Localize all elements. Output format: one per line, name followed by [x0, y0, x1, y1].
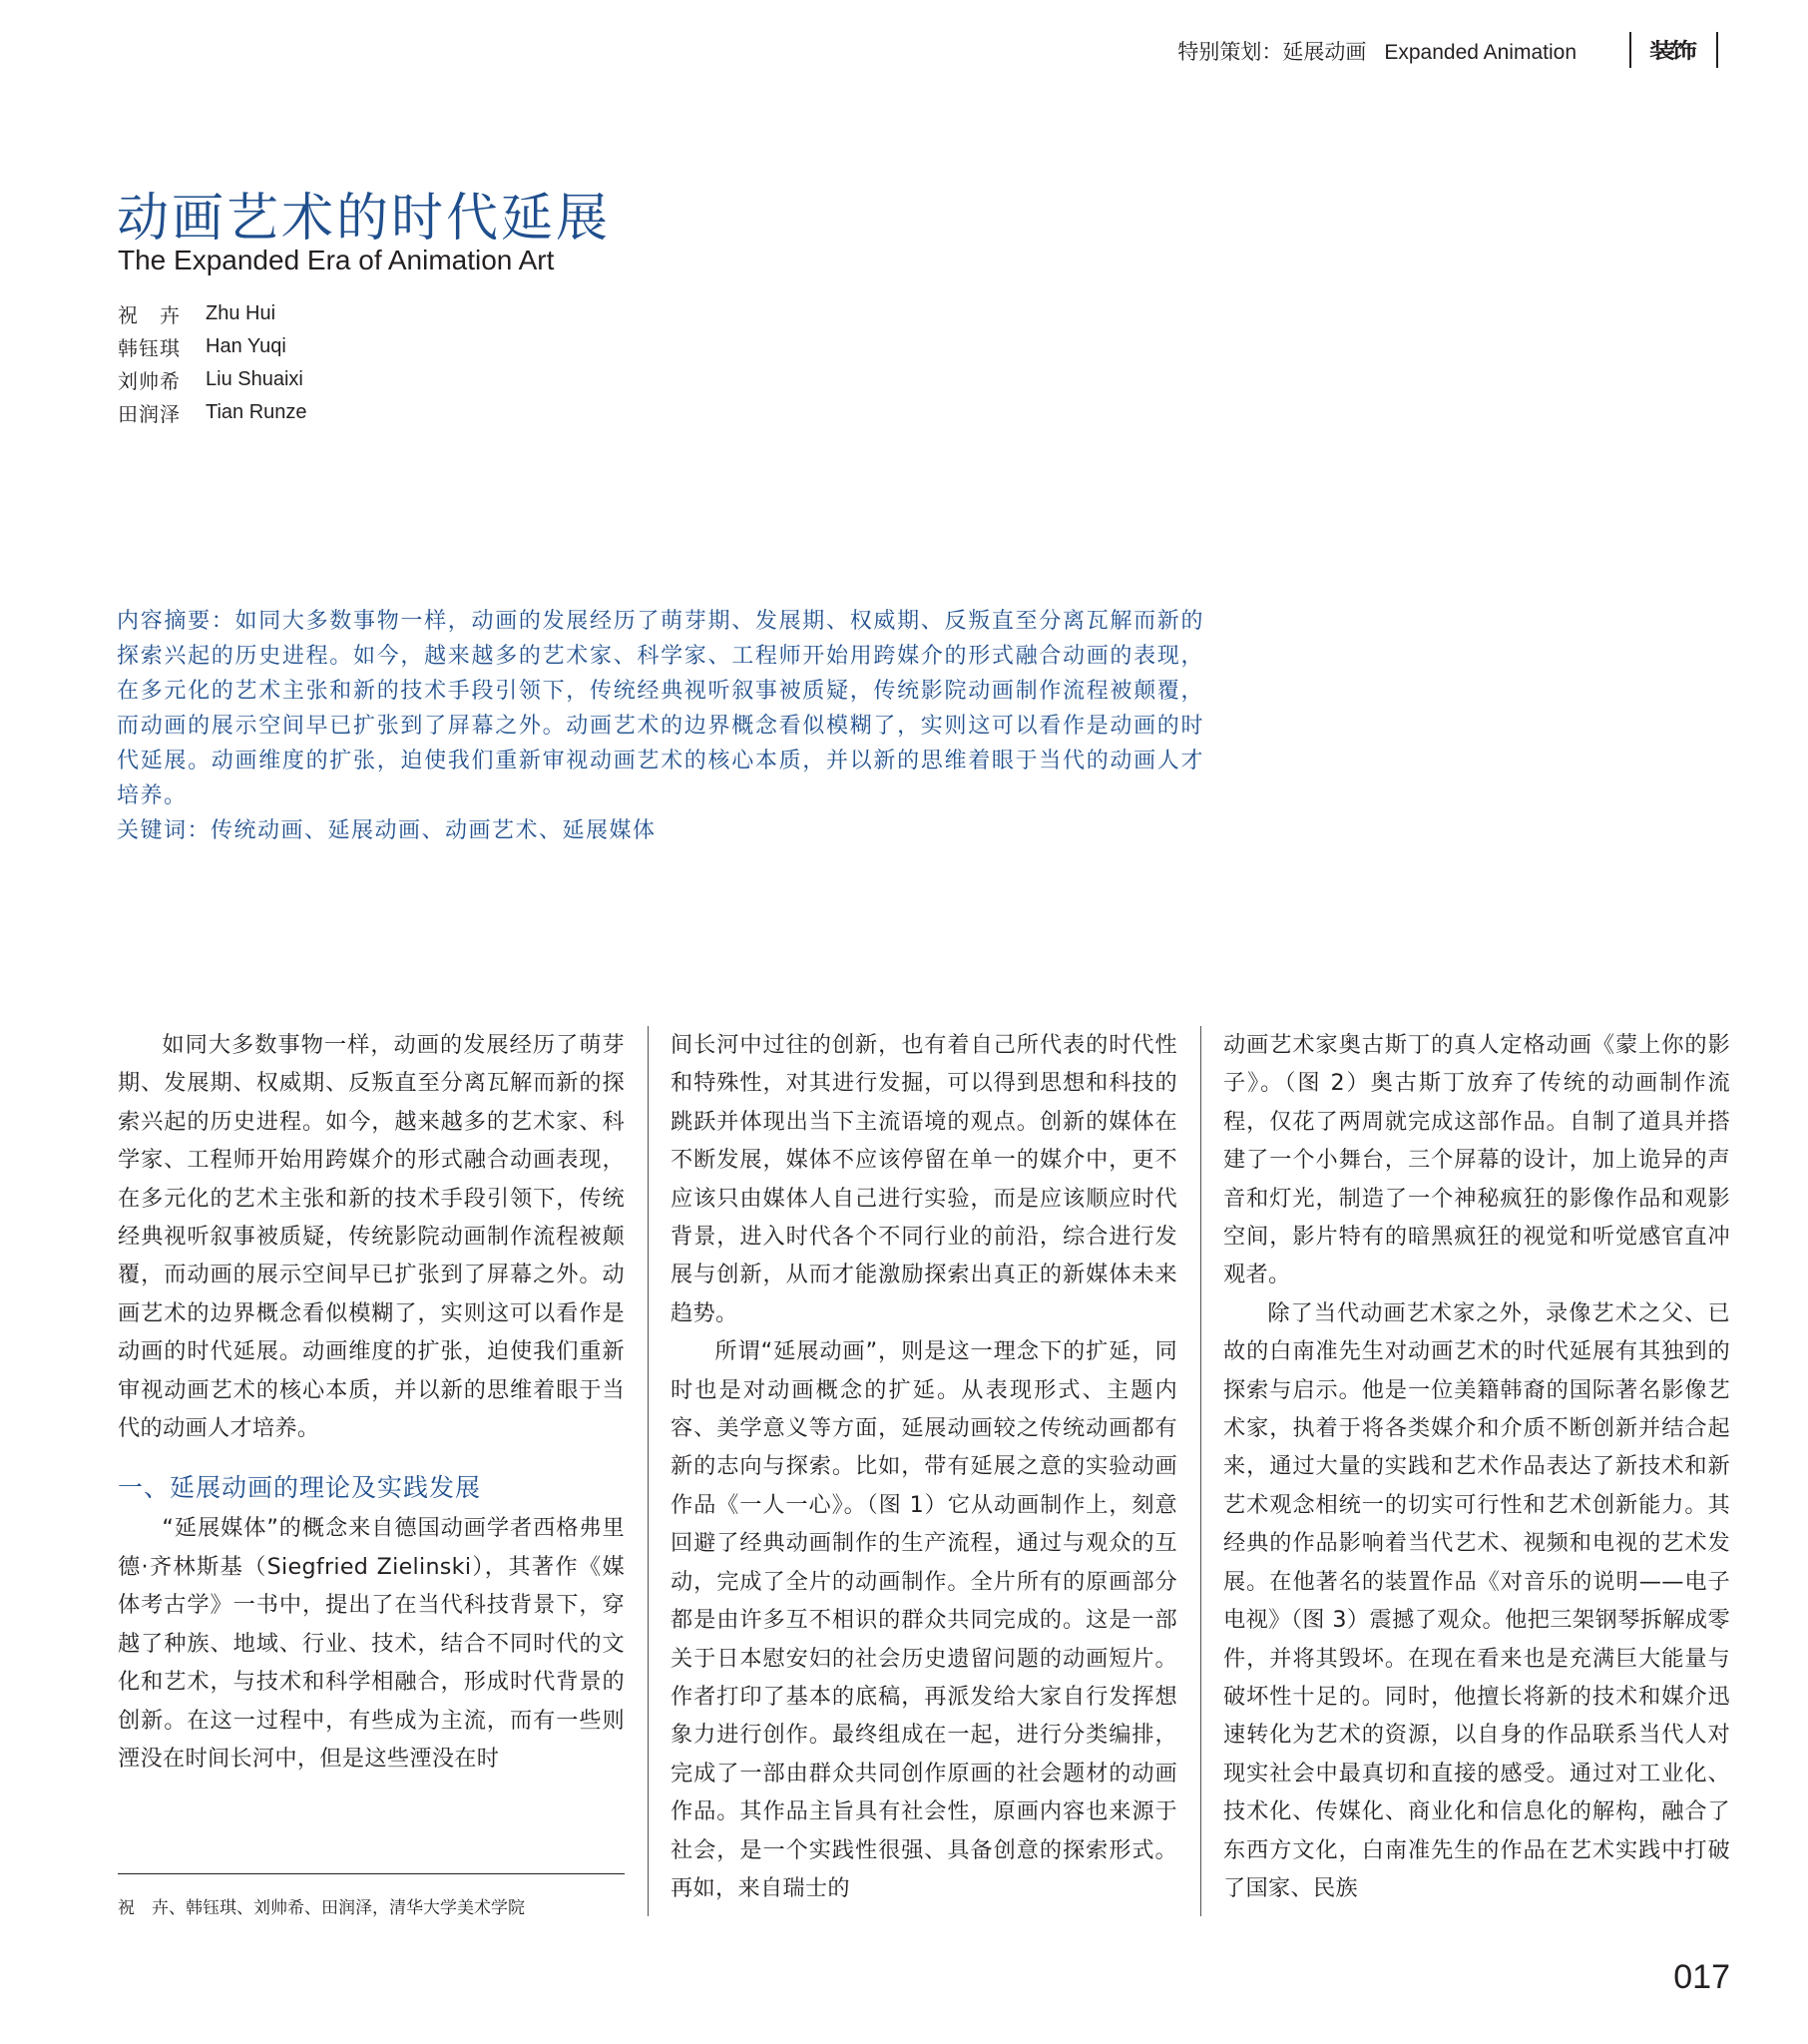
- header-divider: [1629, 32, 1631, 68]
- author-name-en: Zhu Hui: [206, 302, 276, 324]
- author-name-zh: 刘帅希: [118, 369, 181, 393]
- body-paragraph: 所谓“延展动画”，则是这一理念下的扩延，同时也是对动画概念的扩延。从表现形式、主题内容、美学意义等方面，延展动画较之传统动画都有新的志向与探索。比如，带有延展之意的实验动画作品《一人一心》。（图 1）它从动画制作上，刻意回避了经典动画制作的生产流程，通过与观众的互动，完成了全片的动画制作。全片所有的原画部分都是由许多互不相识的群众共同完成的。这是一部关于日本慰安妇的社会历史遗留问题的动画短片。作者打印了基本的底稿，再派发给大家自行发挥想象力进行创作。最终组成在一起，进行分类编排，完成了一部由群众共同创作原画的社会题材的动画作品。其作品主旨具有社会性，原画内容也来源于社会，是一个实践性很强、具备创意的探索形式。再如，来自瑞士的: [671, 1338, 1177, 1901]
- author-name-zh: 田润泽: [118, 402, 181, 426]
- body-paragraph: “延展媒体”的概念来自德国动画学者西格弗里德·齐林斯基（Siegfried Zielinski），其著作《媒体考古学》一书中，提出了在当代科技背景下，穿越了种族、地域、行业、技术，结合不同时代的文化和艺术，与技术和科学相融合，形成时代背景的创新。在这一过程中，有些成为主流，而有一些则湮没在时间长河中，但是这些湮没在时: [118, 1515, 625, 1772]
- header-divider-right: [1716, 32, 1718, 68]
- author-item: [118, 363, 307, 396]
- author-item: [118, 330, 307, 363]
- author-name-en: Han Yuqi: [206, 335, 286, 357]
- author-affiliation-footnote: 祝 卉、韩钰琪、刘帅希、田润泽，清华大学美术学院: [118, 1898, 525, 1918]
- body-paragraph: 如同大多数事物一样，动画的发展经历了萌芽期、发展期、权威期、反叛直至分离瓦解而新的探索兴起的历史进程。如今，越来越多的艺术家、科学家、工程师开始用跨媒介的形式融合动画表现，在多元化的艺术主张和新的技术手段引领下，传统经典视听叙事被质疑，传统影院动画制作流程被颠覆，而动画的展示空间早已扩张到了屏幕之外。动画艺术的边界概念看似模糊了，实则这可以看作是动画的时代延展。动画维度的扩张，迫使我们重新审视动画艺术的核心本质，并以新的思维着眼于当代的动画人才培养。: [118, 1032, 625, 1442]
- running-header: [1177, 36, 1577, 66]
- section-title-zh: 特别策划：延展动画: [1177, 40, 1367, 64]
- body-column-2: [671, 1026, 1177, 1907]
- author-name-zh: 韩钰琪: [118, 336, 181, 360]
- keywords: 关键词：传统动画、延展动画、动画艺术、延展媒体: [117, 818, 657, 843]
- author-name-en: Tian Runze: [206, 401, 307, 423]
- column-divider: [648, 1026, 649, 1916]
- section-heading: 一、延展动画的理论及实践发展: [118, 1473, 482, 1503]
- article-title-en: The Expanded Era of Animation Art: [118, 245, 555, 275]
- section-title-en: Expanded Animation: [1384, 41, 1577, 64]
- author-name-en: Liu Shuaixi: [206, 368, 303, 390]
- abstract: [117, 604, 1204, 848]
- page-number: 017: [1673, 1958, 1730, 1996]
- magazine-logo: 装饰: [1648, 39, 1693, 63]
- body-column-3: [1223, 1026, 1730, 1907]
- body-paragraph: 除了当代动画艺术家之外，录像艺术之父、已故的白南准先生对动画艺术的时代延展有其独到的探索与启示。他是一位美籍韩裔的国际著名影像艺术家，执着于将各类媒介和介质不断创新并结合起来，通过大量的实践和艺术作品表达了新技术和新艺术观念相统一的切实可行性和艺术创新能力。其经典的作品影响着当代艺术、视频和电视的艺术发展。在他著名的装置作品《对音乐的说明——电子电视》（图 3）震撼了观众。他把三架钢琴拆解成零件，并将其毁坏。在现在看来也是充满巨大能量与破坏性十足的。同时，他擅长将新的技术和媒介迅速转化为艺术的资源，以自身的作品联系当代人对现实社会中最真切和直接的感受。通过对工业化、技术化、传媒化、商业化和信息化的解构，融合了东西方文化，白南准先生的作品在艺术实践中打破了国家、民族: [1223, 1299, 1730, 1901]
- body-paragraph: 动画艺术家奥古斯丁的真人定格动画《蒙上你的影子》。（图 2）奥古斯丁放弃了传统的动画制作流程，仅花了两周就完成这部作品。自制了道具并搭建了一个小舞台，三个屏幕的设计，加上诡异的声音和灯光，制造了一个神秘疯狂的影像作品和观影空间，影片特有的暗黑疯狂的视觉和听觉感官直冲观者。: [1223, 1032, 1730, 1288]
- body-paragraph: 间长河中过往的创新，也有着自己所代表的时代性和特殊性，对其进行发掘，可以得到思想和科技的跳跃并体现出当下主流语境的观点。创新的媒体在不断发展，媒体不应该停留在单一的媒介中，更不应该只由媒体人自己进行实验，而是应该顺应时代背景，进入时代各个不同行业的前沿，综合进行发展与创新，从而才能激励探索出真正的新媒体未来趋势。: [671, 1032, 1177, 1326]
- footnote-divider: [118, 1873, 625, 1874]
- author-name-zh: 祝 卉: [118, 303, 181, 327]
- author-list: [118, 297, 307, 429]
- article-title-zh: 动画艺术的时代延展: [117, 189, 612, 249]
- column-divider: [1200, 1026, 1201, 1916]
- body-column-1: [118, 1026, 625, 1778]
- author-item: [118, 297, 307, 330]
- abstract-text: 内容摘要：如同大多数事物一样，动画的发展经历了萌芽期、发展期、权威期、反叛直至分离瓦解而新的探索兴起的历史进程。如今，越来越多的艺术家、科学家、工程师开始用跨媒介的形式融合动画的表现，在多元化的艺术主张和新的技术手段引领下，传统经典视听叙事被质疑，传统影院动画制作流程被颠覆，而动画的展示空间早已扩张到了屏幕之外。动画艺术的边界概念看似模糊了，实则这可以看作是动画的时代延展。动画维度的扩张，迫使我们重新审视动画艺术的核心本质，并以新的思维着眼于当代的动画人才培养。: [117, 609, 1204, 808]
- author-item: [118, 396, 307, 429]
